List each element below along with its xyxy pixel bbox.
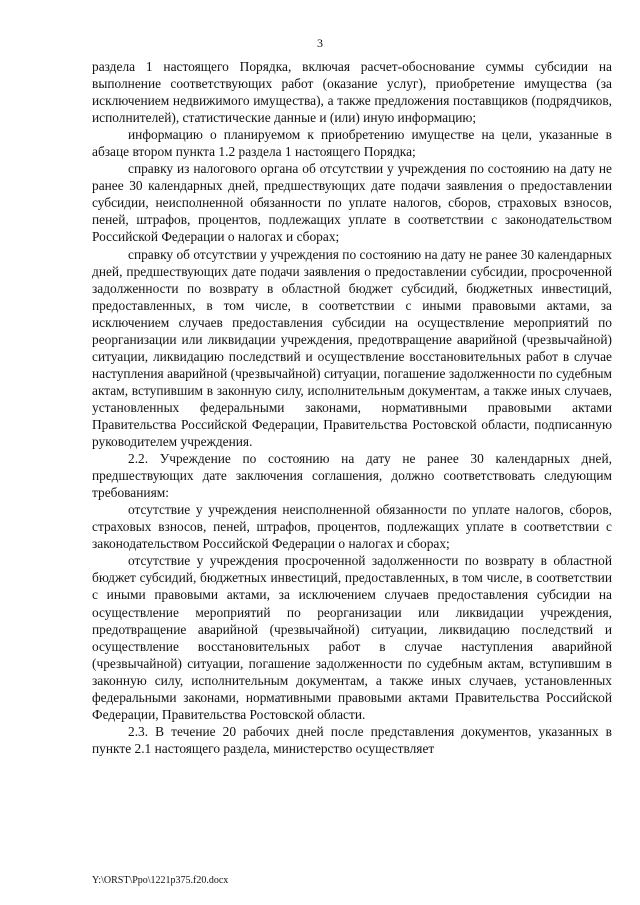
document-body bbox=[92, 58, 612, 757]
file-path-footer: Y:\ORST\Ppo\1221p375.f20.docx bbox=[92, 875, 229, 886]
paragraph-tax-certificate: справку из налогового органа об отсутствии у учреждения по состоянию на дату не ранее 30 календарных дней, предшествующих дате подачи заявления о предоставлении субсидии, неисполненной обязанности по уплате налогов, сборов, страховых взносов, пеней, штрафов, процентов, подлежащих уплате в соответствии с законодательством Российской Федерации о налогах и сборах; bbox=[92, 161, 612, 245]
paragraph-no-overdue-debt: отсутствие у учреждения просроченной задолженности по возврату в областной бюджет субсидий, бюджетных инвестиций, предоставленных, в том числе, в соответствии с иными правовыми актами, за исключением случаев предоставления субсидии на осуществление мероприятий по реорганизации или ликвидации учреждения, предотвращение аварийной (чрезвычайной) ситуации, ликвидацию последствий и осуществление восстановительных работ в случае наступления аварийной (чрезвычайной) ситуации, погашение задолженности по судебным актам, вступившим в законную силу, исполнительным документам, а также иных случаев, установленных федеральными законами, нормативными правовыми актами Правительства Российской Федерации, Правительства Ростовской области. bbox=[92, 553, 612, 722]
paragraph-debt-certificate: справку об отсутствии у учреждения по состоянию на дату не ранее 30 календарных дней, предшествующих дате подачи заявления о предоставлении субсидии, просроченной задолженности по возврату в областной бюджет субсидий, бюджетных инвестиций, предоставленных, в том числе, в соответствии с иными правовыми актами, за исключением случаев предоставления субсидии на осуществление мероприятий по реорганизации или ликвидации учреждения, предотвращение аварийной (чрезвычайной) ситуации, ликвидацию последствий и осуществление восстановительных работ в случае наступления аварийной (чрезвычайной) ситуации, погашение задолженности по судебным актам, вступившим в законную силу, исполнительным документам, а также иных случаев, установленных федеральными законами, нормативными правовыми актами Правительства Российской Федерации, Правительства Ростовской области, подписанную руководителем учреждения. bbox=[92, 246, 612, 450]
paragraph-section-2-2: 2.2. Учреждение по состоянию на дату не ранее 30 календарных дней, предшествующих дате заключения соглашения, должно соответствовать следующим требованиям: bbox=[92, 451, 612, 501]
page-number: 3 bbox=[317, 36, 323, 50]
paragraph-no-tax-obligations: отсутствие у учреждения неисполненной обязанности по уплате налогов, сборов, страховых взносов, пеней, штрафов, процентов, подлежащих уплате в соответствии с законодательством Российской Федерации о налогах и сборах; bbox=[92, 502, 612, 552]
paragraph-section-2-3: 2.3. В течение 20 рабочих дней после представления документов, указанных в пункте 2.1 настоящего раздела, министерство осуществляет bbox=[92, 723, 612, 756]
paragraph-continuation: раздела 1 настоящего Порядка, включая расчет-обоснование суммы субсидии на выполнение соответствующих работ (оказание услуг), приобретение имущества (за исключением недвижимого имущества), а также предложения поставщиков (подрядчиков, исполнителей), статистические данные и (или) иную информацию; bbox=[92, 59, 612, 126]
paragraph-property-info: информацию о планируемом к приобретению имуществе на цели, указанные в абзаце втором пункта 1.2 раздела 1 настоящего Порядка; bbox=[92, 127, 612, 160]
